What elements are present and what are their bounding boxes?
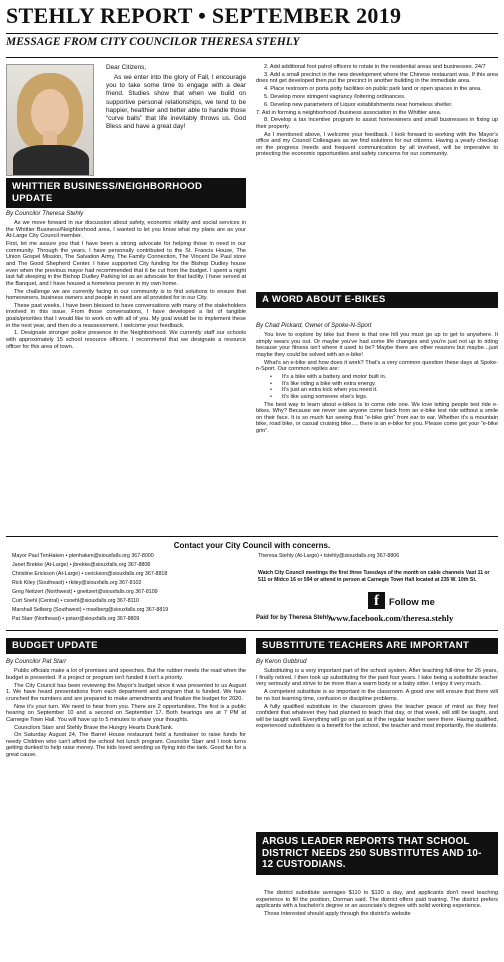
whittier-paragraph: First, let me assure you that I have been a strong advocate for helping those in need in our community. Through the years, I have personally contributed to the St. Francis House, The Union Gospel Mission, The Salvation Army, The Family Connection, The Vincent De Paul store and The Good Shepherd Center. I have supported City funding for the Bishop Dudley house even when the previous mayor had recommended that it be cut from the budget. I spent a night last fall sleeping in the Bishop Dudley Parking lot as an advocate for that facility. I have served at the Banquet, and I have housed a homeless person in my own home. [6, 241, 246, 287]
argus-leader-callout: ARGUS LEADER REPORTS THAT SCHOOL DISTRICT NEEDS 250 SUBSTITUTES AND 10-12 CUSTODIANS. [256, 832, 498, 875]
paid-for-notice: Paid for by Theresa Stehly [256, 615, 332, 621]
substitutes-paragraph: Substituting is a very important part of the school system. After teaching full-time for 26 years, I finally retired. I then took up substituting for the past four years. I take being a substitute teacher very seriously and strive to be more than a warm body or a baby sitter. I enjoy it very much. [256, 668, 498, 688]
whittier-paragraph: The challenge we are currently facing in our community is to find solutions to ensure that homeowners, business owners and people in need are all provided for in our City. [6, 288, 246, 302]
contact-entry: Pat Starr (Northeast) • pstarr@siouxfalls.org 367-8809 [12, 616, 140, 622]
title-rule [6, 33, 498, 34]
intro-letter [106, 64, 246, 133]
substitutes-byline: By Keron Gubbrud [256, 658, 307, 665]
newsletter-title: STEHLY REPORT • SEPTEMBER 2019 [6, 3, 402, 28]
substitutes-paragraph: A fully qualified substitute in the classroom gives the teacher peace of mind as they feel confident that whatever they had planned to teach that day, or that week, will still be taught, and will be taught well. Everything will go on just as if the regular teacher were there. Having qualified, experienced substitutes is a benefit for the school, the teacher and most importantly, the students. [256, 703, 498, 730]
meeting-info: Watch City Council meetings the first three Tuesdays of the month on cable channels Vast 11 or 511 or Midco 16 or 594 or attend in person at Carnegie Town Hall located at 235 W. 10th St. [258, 570, 490, 584]
whittier-closing: As I mentioned above, I welcome your feedback. I look forward to working with the Mayor's office and my Council Colleagues as we find solutions for our citizens. Having a yearly checkup on the progress /needs and frequent communication by all involved, will be imperative to protecting the economic opportunities and safety concerns for our community. [256, 131, 498, 158]
budget-byline: By Councilor Pat Starr [6, 658, 67, 665]
intro-salutation: Dear Citizens, [106, 64, 147, 71]
list-item: • It's like riding a bike with extra energy. [270, 381, 498, 388]
whittier-article [6, 210, 246, 351]
budget-paragraph: Now it's your turn. We need to hear from you. There are 2 opportunities. The first is a public hearing on September 10 and a second on September 17. Both hearings are at 7 PM at Carnegie Town Hall. You will have up to 5 minutes to share your thoughts. [6, 703, 246, 723]
list-item: • It's like using someone else's legs. [270, 394, 498, 401]
follow-label: Follow me [389, 596, 435, 607]
intro-paragraph: As we enter into the glory of Fall, I encourage you to take some time to engage with a dear friend. Studies show that when we build on supportive personal relationships, we tend to be happier, healthier and better able to handle those “curve balls” that life inevitably throws us. God Bless and have a great day! [106, 73, 246, 131]
substitutes-heading: SUBSTITUTE TEACHERS ARE IMPORTANT [256, 638, 498, 654]
whittier-goal: 8. Develop a tax incentive program to assist homeowners and small businesses in fixing up their property. [256, 117, 498, 130]
budget-paragraph: On Saturday August 24, The Barrel House restaurant held a fundraiser to raise funds for needy Children who can't afford the school hot lunch program. Councilor Starr and I took turns getting dunked to help raise money. The kids loved sending us flying into the tank. Good fun for a great cause. [6, 732, 246, 759]
contact-entry: Curt Soehl (Central) • csoehl@siouxfalls.org 367-8110 [12, 598, 139, 604]
ebikes-byline: By Chad Pickard, Owner of Spoke-N-Sport [256, 322, 372, 329]
budget-paragraph: The City Council has been reviewing the Mayor's budget since it was presented to us August 1. We have heard presentations from each department and program that is funded. We have crunched the numbers and are prepared to make amendments and finalize the budget for 2020. [6, 682, 246, 702]
facebook-url[interactable]: www.facebook.com/theresa.stehly [330, 613, 454, 623]
whittier-heading: WHITTIER BUSINESS/NEIGHBORHOOD UPDATE [6, 178, 246, 208]
contact-title: Contact your City Council with concerns. [173, 541, 331, 550]
substitutes-continued [256, 890, 498, 919]
substitutes-paragraph: Those interested should apply through the district's website [264, 910, 411, 917]
whittier-goal: 5. Develop more stringent vagrancy /loitering ordinances. [264, 93, 406, 100]
whittier-goal: 4. Place restroom or porta potty facilities on public park land or open spaces in the area. [264, 86, 482, 93]
contact-top-rule [6, 536, 498, 537]
whittier-goal: 2. Add additional foot patrol officers to rotate in the residential areas and businesses. 24/7 [264, 64, 486, 70]
councilor-photo [6, 64, 94, 176]
budget-heading: BUDGET UPDATE [6, 638, 246, 654]
ebikes-paragraph: What's an e-bike and how does it work? That's a very common question these days at Spoke-n-Sport. Our common replies are: [256, 359, 498, 373]
council-contact-list [12, 552, 256, 624]
budget-paragraph: Public officials make a lot of promises and speeches. But the rubber meets the road when the budget is presented. If a project or program isn't funded it isn't a priority. [6, 668, 246, 681]
contact-entry: Janet Brekke (At-Large) • jbrekke@siouxfalls.org 367-8808 [12, 562, 151, 568]
substitutes-article [256, 658, 498, 731]
subtitle-rule [6, 57, 498, 58]
whittier-goal: 1. Designate stronger police presence in the Neighborhood. We currently staff our schools with approximately 15 school resource officers. I recommend that we designate a resource officer for this area of town. [6, 330, 246, 350]
budget-paragraph: Councilors Starr and Stehly Brave the Hungry Hearts DunkTank. [14, 724, 174, 731]
contact-entry: Marshall Selberg (Southwest) • mselberg@siouxfalls.org 367-8819 [12, 607, 169, 613]
whittier-byline: By Councilor Theresa Stehly [6, 210, 84, 217]
whittier-continued [256, 64, 498, 159]
contact-entry: Theresa Stehly (At-Large) • tstehly@siouxfalls.org 367-8806 [258, 553, 400, 559]
list-item: • It's just an extra kick when you need it. [270, 387, 498, 394]
list-item: • It's a bike with a battery and motor built in. [270, 374, 498, 381]
contact-bottom-rule [6, 630, 498, 631]
ebikes-article [256, 322, 498, 436]
ebikes-paragraph: The best way to learn about e-bikes is to come ride one. We love letting people test ride e-bikes. Why? Because we never see anyone come back from an e-bike test ride without a smile on their face. It is so much fun seeing that “e-bike grin” from ear to ear. Whether it's a mountain bike, road bike, or casual cruising bike…. there is an e-bike for you. Please come get your “e-bike grin”. [256, 401, 498, 434]
ebikes-heading: A WORD ABOUT E-BIKES [256, 292, 498, 308]
newsletter-subtitle: MESSAGE FROM CITY COUNCILOR THERESA STEHLY [6, 36, 300, 48]
contact-entry: Rick Kiley (Southeast) • rkiley@siouxfalls.org 367-8102 [12, 580, 142, 586]
substitutes-paragraph: The district substitute averages $110 to $120 a day, and applicants don't need teaching experience to fill the position, Dorman said. The district offers paid training. The district prefers applicants with a bachelor's degree or an associate's degree with solid working experience. [256, 890, 498, 910]
facebook-icon[interactable]: f [368, 592, 385, 609]
whittier-paragraph: As we move forward in our discussion about safety, economic vitality and social services in the Whittier Business/Neighborhood area, I wanted to let you know what my plans are as your At-Large City Council member. [6, 220, 246, 240]
whittier-goal: 6. Develop new parameters of Liquor establishments near homeless shelter. [264, 101, 453, 108]
budget-article [6, 658, 246, 760]
ebikes-reply-list [270, 374, 498, 400]
whittier-paragraph: These past weeks, I have been blessed to have conversations with many of the stakeholders involved in this issue. From those conversations, I have developed a list of tangible goals/priorities that I would like to work on with all of you. My goal would be to implement these in the next year, and then do a reassessment. I welcome your feedback. [6, 302, 246, 329]
whittier-goal: 3. Add a small precinct in the new development where the Chinese restaurant was. If this area does not get developed then put the precinct in another building in the immediate area. [256, 71, 498, 85]
substitutes-paragraph: A competent substitute is so important in the classroom. A good one will ensure that there will be no lost learning time, confusion or discipline problems. [256, 689, 498, 702]
contact-entry: Christine Erickson (At-Large) • cerickson@siouxfalls.org 367-8818 [12, 571, 168, 577]
ebikes-paragraph: You love to explore by bike but there is that one hill you must go up to get to anywhere. It simply wears you out. Or maybe you've had some life changes and you're just not up to riding because your fitness isn't where it used to be? Maybe there are other reasons but maybe…just maybe they could be solved with an e-bike! [256, 332, 498, 358]
contact-entry: Mayor Paul TenHaken • ptenhaken@siouxfalls.org 367-8000 [12, 553, 154, 559]
contact-entry: Greg Neitzert (Northwest) • gneitzert@siouxfalls.org 367-8109 [12, 589, 158, 595]
whittier-goal: 7. Aid in forming a neighborhood /business association in the Whittier area. [256, 109, 442, 116]
